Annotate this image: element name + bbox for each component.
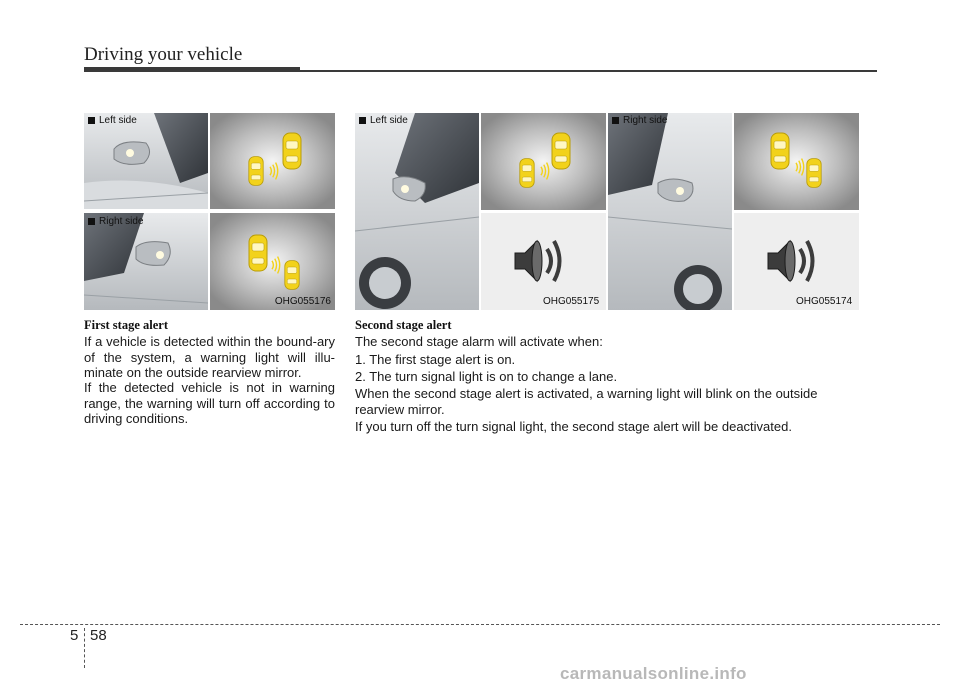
right-mirror-illustration bbox=[84, 213, 208, 310]
figure-second-stage-right bbox=[608, 113, 859, 310]
first-stage-paragraph-2: If the detected vehicle is not in warning range, the warning will turn off according to driving conditions. bbox=[84, 380, 335, 426]
figure-label-right: Right side bbox=[88, 216, 143, 227]
figure-label: Right side bbox=[612, 115, 667, 126]
figure-first-stage bbox=[84, 113, 335, 310]
car-left-panel bbox=[355, 113, 479, 310]
second-stage-right-radar bbox=[734, 113, 859, 210]
mirror-right-panel bbox=[84, 213, 208, 310]
left-car-illustration bbox=[355, 113, 479, 310]
figure-code: OHG055175 bbox=[543, 296, 600, 307]
second-stage-item-1: 1. The first stage alert is on. bbox=[355, 352, 516, 367]
first-stage-paragraph-1: If a vehicle is detected within the bound-ary of the system, a warning light will illu-minate on the outside rearview mirror. bbox=[84, 334, 335, 380]
chapter-number: 5 bbox=[70, 627, 79, 644]
burst-panel bbox=[734, 113, 859, 210]
burst-panel bbox=[481, 113, 606, 210]
footer-divider bbox=[84, 628, 85, 668]
figure-code: OHG055176 bbox=[274, 296, 331, 307]
second-stage-paragraph-2: If you turn off the turn signal light, the second stage alert will be deactivated. bbox=[355, 419, 792, 434]
second-stage-intro: The second stage alarm will activate when: bbox=[355, 334, 603, 349]
watermark: carmanualsonline.info bbox=[560, 664, 747, 683]
right-car-illustration bbox=[608, 113, 732, 310]
car-right-panel bbox=[608, 113, 732, 310]
header-rule bbox=[300, 70, 877, 72]
header-bar bbox=[84, 67, 300, 72]
first-stage-heading: First stage alert bbox=[84, 318, 168, 332]
page-number: 58 bbox=[90, 627, 107, 644]
page-header-title: Driving your vehicle bbox=[84, 44, 243, 65]
figure-second-stage-left bbox=[355, 113, 606, 310]
second-stage-left-radar bbox=[481, 113, 606, 210]
figure-label-left: Left side bbox=[88, 115, 137, 126]
second-stage-item-2: 2. The turn signal light is on to change a lane. bbox=[355, 369, 618, 384]
mirror-left-panel bbox=[84, 113, 208, 209]
second-stage-heading: Second stage alert bbox=[355, 318, 452, 332]
left-mirror-illustration bbox=[84, 113, 208, 209]
second-stage-paragraph-1: When the second stage alert is activated, a warning light will blink on the outside rearview mirror. bbox=[355, 386, 818, 417]
figure-label: Left side bbox=[359, 115, 408, 126]
burst-left-panel bbox=[210, 113, 335, 209]
first-stage-left-radar bbox=[210, 113, 335, 209]
footer-rule bbox=[20, 624, 940, 625]
figure-code: OHG055174 bbox=[796, 296, 853, 307]
